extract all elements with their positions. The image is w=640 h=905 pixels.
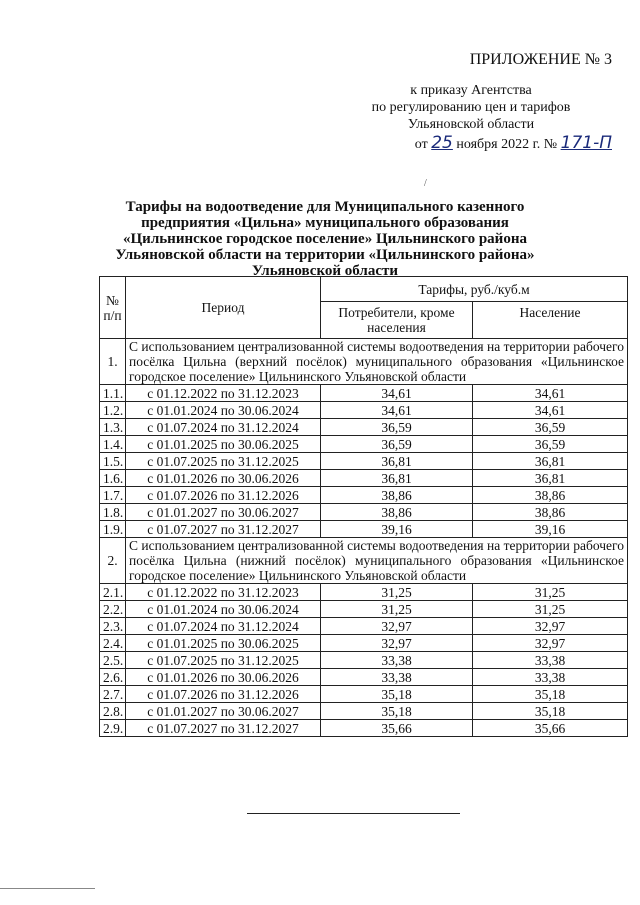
row-population-tariff: 33,38 <box>473 669 628 686</box>
order-date-line <box>326 135 616 153</box>
appendix-header <box>326 50 616 153</box>
end-divider <box>247 813 460 814</box>
row-number: 2.3. <box>100 618 126 635</box>
row-population-tariff: 32,97 <box>473 635 628 652</box>
row-population-tariff: 35,66 <box>473 720 628 737</box>
group-row <box>100 538 628 584</box>
group-number: 1. <box>100 339 126 385</box>
date-middle: ноября 2022 г. № <box>456 137 558 152</box>
table-row <box>100 669 628 686</box>
appendix-number: ПРИЛОЖЕНИЕ № 3 <box>469 51 612 68</box>
row-number: 2.7. <box>100 686 126 703</box>
row-period: с 01.01.2024 по 30.06.2024 <box>126 402 321 419</box>
row-period: с 01.07.2025 по 31.12.2025 <box>126 652 321 669</box>
row-consumers-tariff: 33,38 <box>321 652 473 669</box>
order-reference-line1: к приказу Агентства <box>410 83 532 98</box>
table-row <box>100 436 628 453</box>
row-period: с 01.12.2022 по 31.12.2023 <box>126 584 321 601</box>
order-reference-line2: по регулированию цен и тарифов <box>371 100 571 115</box>
row-period: с 01.07.2027 по 31.12.2027 <box>126 720 321 737</box>
row-consumers-tariff: 31,25 <box>321 584 473 601</box>
table-row <box>100 652 628 669</box>
row-population-tariff: 36,59 <box>473 419 628 436</box>
row-number: 2.8. <box>100 703 126 720</box>
row-period: с 01.07.2024 по 31.12.2024 <box>126 419 321 436</box>
table-row <box>100 402 628 419</box>
table-row <box>100 618 628 635</box>
row-number: 2.5. <box>100 652 126 669</box>
row-consumers-tariff: 36,59 <box>321 436 473 453</box>
header-number: № п/п <box>100 277 126 339</box>
table-row <box>100 703 628 720</box>
row-number: 1.1. <box>100 385 126 402</box>
row-number: 1.3. <box>100 419 126 436</box>
row-consumers-tariff: 36,59 <box>321 419 473 436</box>
row-population-tariff: 36,59 <box>473 436 628 453</box>
header-tariffs: Тарифы, руб./куб.м <box>321 277 628 302</box>
row-number: 2.9. <box>100 720 126 737</box>
row-population-tariff: 31,25 <box>473 584 628 601</box>
row-period: с 01.01.2027 по 30.06.2027 <box>126 703 321 720</box>
row-period: с 01.07.2025 по 31.12.2025 <box>126 453 321 470</box>
table-row <box>100 521 628 538</box>
table-row <box>100 635 628 652</box>
row-population-tariff: 38,86 <box>473 487 628 504</box>
row-consumers-tariff: 34,61 <box>321 385 473 402</box>
header-consumers: Потребители, кроме населения <box>321 302 473 339</box>
row-period: с 01.01.2025 по 30.06.2025 <box>126 635 321 652</box>
document-title: Тарифы на водоотведение для Муниципального казенного предприятия «Цильна» муниципального образования «Цильнинское городское поселение» Цильнинского района Ульяновской области на территории «Цильнинского района» Ульяновской области <box>115 199 535 279</box>
row-period: с 01.01.2027 по 30.06.2027 <box>126 504 321 521</box>
row-consumers-tariff: 32,97 <box>321 635 473 652</box>
table-row <box>100 720 628 737</box>
row-population-tariff: 35,18 <box>473 703 628 720</box>
row-period: с 01.07.2027 по 31.12.2027 <box>126 521 321 538</box>
group-description: С использованием централизованной системы водоотведения на территории рабочего посёлка Цильна (нижний посёлок) муниципального образования «Цильнинское городское поселение» Цильнинского Ульяновской области <box>126 538 628 584</box>
date-prefix: от <box>414 137 428 152</box>
header-period: Период <box>126 277 321 339</box>
row-population-tariff: 36,81 <box>473 453 628 470</box>
table-row <box>100 470 628 487</box>
tariff-table-body <box>100 339 628 737</box>
row-period: с 01.07.2024 по 31.12.2024 <box>126 618 321 635</box>
group-row <box>100 339 628 385</box>
row-consumers-tariff: 32,97 <box>321 618 473 635</box>
row-population-tariff: 39,16 <box>473 521 628 538</box>
table-row <box>100 453 628 470</box>
row-period: с 01.07.2026 по 31.12.2026 <box>126 686 321 703</box>
row-number: 1.5. <box>100 453 126 470</box>
tariff-table <box>99 276 628 737</box>
row-period: с 01.07.2026 по 31.12.2026 <box>126 487 321 504</box>
row-population-tariff: 33,38 <box>473 652 628 669</box>
row-population-tariff: 34,61 <box>473 385 628 402</box>
row-consumers-tariff: 39,16 <box>321 521 473 538</box>
row-population-tariff: 32,97 <box>473 618 628 635</box>
row-number: 1.6. <box>100 470 126 487</box>
row-consumers-tariff: 31,25 <box>321 601 473 618</box>
row-number: 1.8. <box>100 504 126 521</box>
handwritten-day: 25 <box>431 133 453 153</box>
row-consumers-tariff: 38,86 <box>321 504 473 521</box>
row-consumers-tariff: 34,61 <box>321 402 473 419</box>
row-number: 2.2. <box>100 601 126 618</box>
table-row <box>100 686 628 703</box>
row-number: 2.6. <box>100 669 126 686</box>
row-period: с 01.01.2026 по 30.06.2026 <box>126 470 321 487</box>
row-population-tariff: 34,61 <box>473 402 628 419</box>
row-consumers-tariff: 36,81 <box>321 453 473 470</box>
group-description: С использованием централизованной системы водоотведения на территории рабочего посёлка Цильна (верхний посёлок) муниципального образования «Цильнинское городское поселение» Цильнинского Ульяновской области <box>126 339 628 385</box>
row-consumers-tariff: 35,18 <box>321 703 473 720</box>
group-number: 2. <box>100 538 126 584</box>
table-row <box>100 385 628 402</box>
row-period: с 01.01.2024 по 30.06.2024 <box>126 601 321 618</box>
scan-mark: / <box>424 178 427 189</box>
row-consumers-tariff: 36,81 <box>321 470 473 487</box>
table-row <box>100 601 628 618</box>
row-population-tariff: 31,25 <box>473 601 628 618</box>
row-consumers-tariff: 35,18 <box>321 686 473 703</box>
row-period: с 01.12.2022 по 31.12.2023 <box>126 385 321 402</box>
table-row <box>100 504 628 521</box>
row-number: 1.9. <box>100 521 126 538</box>
row-period: с 01.01.2025 по 30.06.2025 <box>126 436 321 453</box>
header-population: Население <box>473 302 628 339</box>
row-consumers-tariff: 33,38 <box>321 669 473 686</box>
row-population-tariff: 36,81 <box>473 470 628 487</box>
row-number: 1.7. <box>100 487 126 504</box>
order-reference-line3: Ульяновской области <box>407 117 535 132</box>
handwritten-order-number: 171-П <box>560 133 612 153</box>
table-row <box>100 584 628 601</box>
table-row <box>100 419 628 436</box>
row-population-tariff: 35,18 <box>473 686 628 703</box>
row-population-tariff: 38,86 <box>473 504 628 521</box>
table-row <box>100 487 628 504</box>
row-number: 1.2. <box>100 402 126 419</box>
row-consumers-tariff: 35,66 <box>321 720 473 737</box>
footer-rule <box>0 888 95 889</box>
row-consumers-tariff: 38,86 <box>321 487 473 504</box>
row-period: с 01.01.2026 по 30.06.2026 <box>126 669 321 686</box>
row-number: 2.4. <box>100 635 126 652</box>
row-number: 1.4. <box>100 436 126 453</box>
row-number: 2.1. <box>100 584 126 601</box>
